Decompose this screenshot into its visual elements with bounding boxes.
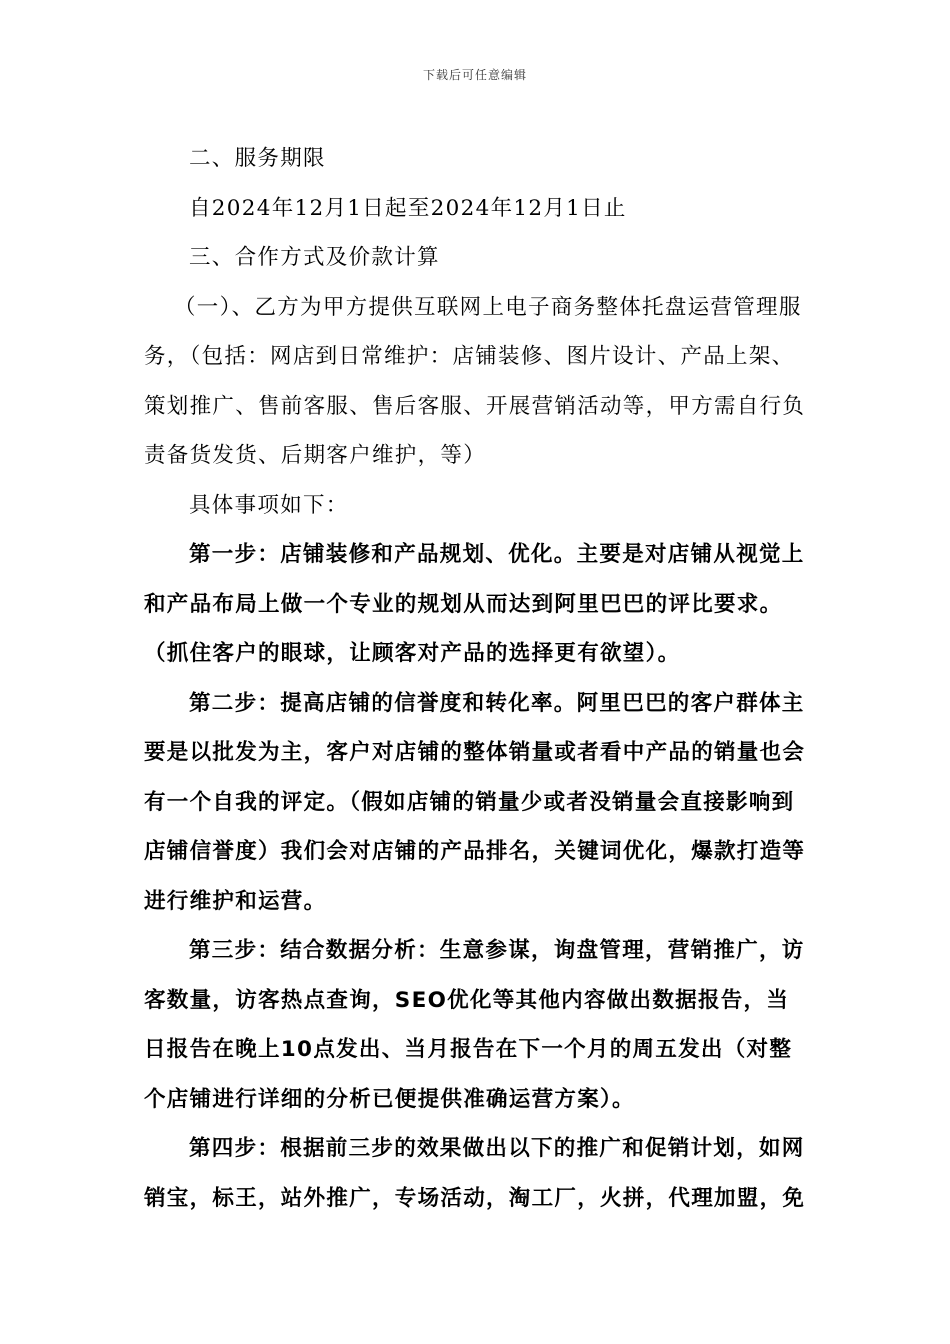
step-3-paragraph: 第三步：结合数据分析：生意参谋，询盘管理，营销推广，访客数量，访客热点查询，SEO优化等其他内容做出数据报告，当日报告在晚上10点发出、当月报告在下一个月的周五发出（对整个店铺进行详细的分析已便提供准确运营方案）。 xyxy=(144,938,805,1112)
service-term-text: 自2024年12月1日起至2024年12月1日止 xyxy=(189,195,627,221)
step-2-paragraph: 第二步：提高店铺的信誉度和转化率。阿里巴巴的客户群体主要是以批发为主，客户对店铺的整体销量或者看中产品的销量也会有一个自我的评定。（假如店铺的销量少或者没销量会直接影响到店铺信誉度）我们会对店铺的产品排名，关键词优化，爆款打造等进行维护和运营。 xyxy=(144,690,806,914)
details-intro: 具体事项如下： xyxy=(189,492,349,518)
document-body xyxy=(144,134,809,1223)
cooperation-heading: 三、合作方式及价款计算 xyxy=(189,245,440,270)
service-term-heading: 二、服务期限 xyxy=(189,146,326,171)
page-header: 下载后可任意编辑 xyxy=(422,68,527,82)
cooperation-item-1: （一）、乙方为甲方提供互联网上电子商务整体托盘运营管理服务，（包括：网店到日常维护：店铺装修、图片设计、产品上架、策划推广、售前客服、售后客服、开展营销活动等，甲方需自行负责备货发货、后期客户维护，等） xyxy=(144,294,806,468)
step-4-paragraph: 第四步：根据前三步的效果做出以下的推广和促销计划，如网销宝，标王，站外推广，专场活动，淘工厂，火拼，代理加盟，免 xyxy=(144,1136,806,1211)
step-1-paragraph: 第一步：店铺装修和产品规划、优化。主要是对店铺从视觉上和产品布局上做一个专业的规划从而达到阿里巴巴的评比要求。（抓住客户的眼球，让顾客对产品的选择更有欲望）。 xyxy=(144,542,805,666)
